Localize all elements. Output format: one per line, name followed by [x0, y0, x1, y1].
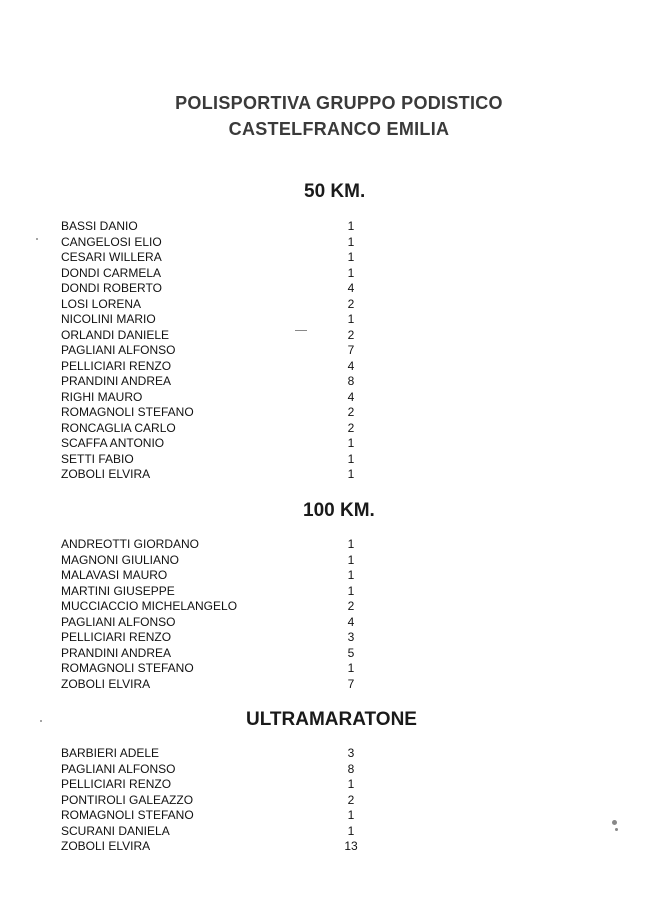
participation-count: 5 [347, 645, 355, 660]
list-item [61, 235, 361, 251]
list-item [61, 599, 361, 615]
participant-name: NICOLINI MARIO [61, 312, 156, 326]
participation-count: 2 [347, 327, 355, 342]
participation-count: 2 [347, 296, 355, 311]
participant-name: LOSI LORENA [61, 296, 142, 311]
participant-name: MARTINI GIUSEPPE [61, 583, 175, 598]
participation-count: 13 [344, 839, 358, 853]
section-title-50km: 50 KM. [304, 181, 366, 202]
participant-name: RIGHI MAURO [61, 389, 143, 404]
participant-name: BARBIERI ADELE [61, 746, 160, 760]
participation-count: 4 [347, 358, 355, 373]
list-item [61, 359, 361, 375]
participation-count: 3 [347, 630, 355, 644]
list-item [61, 312, 361, 328]
list-item [61, 615, 361, 631]
section-title-100km: 100 KM. [303, 500, 375, 521]
participant-name: ZOBOLI ELVIRA [61, 676, 151, 691]
participation-count: 4 [347, 614, 355, 629]
participant-name: RONCAGLIA CARLO [61, 420, 176, 435]
list-item [61, 677, 361, 693]
participation-count: 8 [347, 761, 355, 776]
participation-count: 4 [347, 389, 355, 404]
list-item [61, 824, 361, 840]
participant-name: PELLICIARI RENZO [61, 777, 172, 791]
list-ultramaratone [61, 746, 361, 855]
participation-count: 1 [347, 661, 355, 675]
participant-name: CANGELOSI ELIO [61, 234, 162, 249]
participant-name: DONDI ROBERTO [61, 281, 162, 295]
participation-count: 1 [347, 823, 355, 838]
participation-count: 1 [347, 808, 355, 822]
participation-count: 1 [347, 312, 355, 326]
list-item [61, 646, 361, 662]
participation-count: 1 [347, 436, 355, 450]
participation-count: 7 [347, 343, 355, 357]
participation-count: 1 [347, 265, 355, 280]
list-item [61, 281, 361, 297]
participant-name: PAGLIANI ALFONSO [61, 343, 176, 357]
list-item [61, 630, 361, 646]
participation-count: 1 [347, 777, 355, 791]
section-title-ultramaratone: ULTRAMARATONE [246, 709, 417, 730]
participation-count: 1 [347, 219, 355, 233]
participation-count: 1 [347, 552, 355, 567]
participant-name: CESARI WILLERA [61, 250, 162, 264]
participant-name: DONDI CARMELA [61, 265, 162, 280]
participant-name: BASSI DANIO [61, 219, 138, 233]
list-item [61, 452, 361, 468]
participation-count: 1 [347, 451, 355, 466]
list-item [61, 436, 361, 452]
list-item [61, 390, 361, 406]
list-item [61, 839, 361, 855]
list-item [61, 777, 361, 793]
list-item [61, 553, 361, 569]
participant-name: PRANDINI ANDREA [61, 645, 172, 660]
list-item [61, 661, 361, 677]
list-100km [61, 537, 361, 692]
participation-count: 2 [347, 405, 355, 419]
participation-count: 1 [347, 250, 355, 264]
participant-name: ANDREOTTI GIORDANO [61, 537, 200, 551]
participation-count: 1 [347, 234, 355, 249]
scan-mark [615, 828, 618, 831]
participant-name: PRANDINI ANDREA [61, 374, 172, 388]
participant-name: ROMAGNOLI STEFANO [61, 405, 194, 419]
participation-count: 8 [347, 374, 355, 388]
participation-count: 1 [347, 568, 355, 582]
participant-name: ORLANDI DANIELE [61, 327, 170, 342]
participant-name: PELLICIARI RENZO [61, 630, 172, 644]
participant-name: PONTIROLI GALEAZZO [61, 792, 194, 807]
participation-count: 1 [347, 537, 355, 551]
list-item [61, 568, 361, 584]
participant-name: SCURANI DANIELA [61, 823, 170, 838]
participant-name: MAGNONI GIULIANO [61, 552, 180, 567]
participant-name: ZOBOLI ELVIRA [61, 839, 151, 853]
participation-count: 2 [347, 599, 355, 613]
participation-count: 1 [347, 467, 355, 481]
participant-name: MALAVASI MAURO [61, 568, 168, 582]
participant-name: ROMAGNOLI STEFANO [61, 808, 194, 822]
club-name: POLISPORTIVA GRUPPO PODISTICO [175, 93, 503, 113]
list-item [61, 746, 361, 762]
list-item [61, 762, 361, 778]
list-item [61, 405, 361, 421]
participation-count: 2 [347, 792, 355, 807]
scan-mark [295, 330, 307, 331]
participant-name: PAGLIANI ALFONSO [61, 614, 176, 629]
participation-count: 4 [347, 281, 355, 295]
participation-count: 3 [347, 746, 355, 760]
list-item [61, 537, 361, 553]
participation-count: 7 [347, 676, 355, 691]
participant-name: MUCCIACCIO MICHELANGELO [61, 599, 238, 613]
list-item [61, 808, 361, 824]
participant-name: ZOBOLI ELVIRA [61, 467, 151, 481]
scan-mark [36, 238, 38, 240]
list-item [61, 250, 361, 266]
list-item [61, 421, 361, 437]
participant-name: ROMAGNOLI STEFANO [61, 661, 194, 675]
list-item [61, 793, 361, 809]
list-50km [61, 219, 361, 483]
list-item [61, 266, 361, 282]
participant-name: PELLICIARI RENZO [61, 358, 172, 373]
list-item [61, 467, 361, 483]
list-item [61, 374, 361, 390]
club-location: CASTELFRANCO EMILIA [228, 119, 450, 139]
participant-name: SETTI FABIO [61, 451, 134, 466]
scan-mark [40, 720, 42, 722]
participant-name: SCAFFA ANTONIO [61, 436, 165, 450]
scan-mark [612, 820, 617, 825]
list-item [61, 584, 361, 600]
list-item [61, 219, 361, 235]
list-item [61, 343, 361, 359]
participant-name: PAGLIANI ALFONSO [61, 761, 176, 776]
participation-count: 2 [347, 420, 355, 435]
list-item [61, 297, 361, 313]
list-item [61, 328, 361, 344]
participation-count: 1 [347, 583, 355, 598]
